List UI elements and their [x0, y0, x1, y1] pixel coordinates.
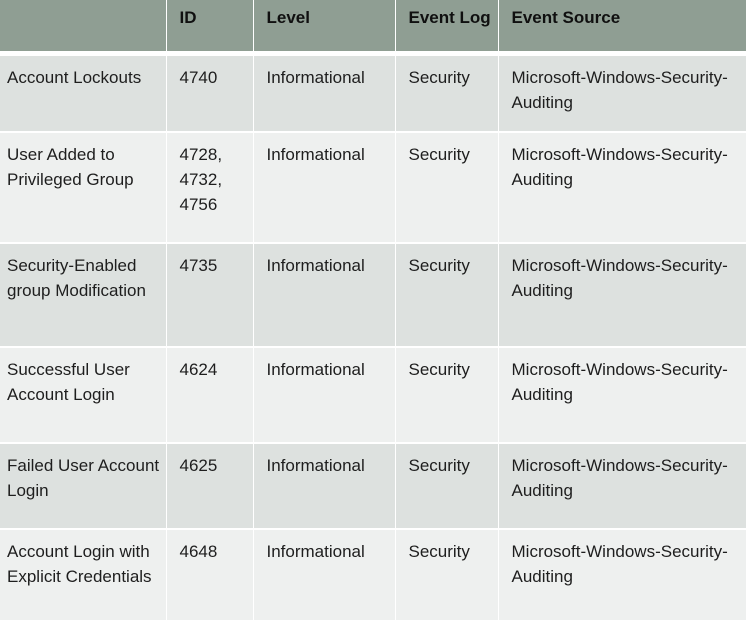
event-source-cell: Microsoft-Windows-Security-Auditing [498, 132, 746, 243]
table-body [0, 53, 746, 620]
event-name-cell: Account Login with Explicit Credentials [0, 529, 166, 620]
event-name-cell: User Added to Privileged Group [0, 132, 166, 243]
event-source-cell: Microsoft-Windows-Security-Auditing [498, 443, 746, 529]
event-id-cell: 4648 [166, 529, 253, 620]
event-level-cell: Informational [253, 347, 395, 443]
header-event-source: Event Source [498, 0, 746, 53]
header-id: ID [166, 0, 253, 53]
event-log-cell: Security [395, 243, 498, 347]
event-name-cell: Failed User Account Login [0, 443, 166, 529]
event-log-cell: Security [395, 443, 498, 529]
table-row [0, 132, 746, 243]
event-id-cell: 4625 [166, 443, 253, 529]
event-level-cell: Informational [253, 443, 395, 529]
event-name-cell: Successful User Account Login [0, 347, 166, 443]
event-source-cell: Microsoft-Windows-Security-Auditing [498, 529, 746, 620]
event-source-cell: Microsoft-Windows-Security-Auditing [498, 243, 746, 347]
header-level: Level [253, 0, 395, 53]
event-level-cell: Informational [253, 529, 395, 620]
event-id-cell: 4728, 4732, 4756 [166, 132, 253, 243]
header-row [0, 0, 746, 53]
event-log-cell: Security [395, 132, 498, 243]
event-name-cell: Security-Enabled group Modification [0, 243, 166, 347]
table-row [0, 443, 746, 529]
table-row [0, 347, 746, 443]
event-log-cell: Security [395, 347, 498, 443]
header-event-name [0, 0, 166, 53]
event-level-cell: Informational [253, 132, 395, 243]
table-row [0, 53, 746, 132]
table-row [0, 243, 746, 347]
event-name-cell: Account Lockouts [0, 53, 166, 132]
event-id-cell: 4624 [166, 347, 253, 443]
event-level-cell: Informational [253, 53, 395, 132]
event-level-cell: Informational [253, 243, 395, 347]
table-row [0, 529, 746, 620]
header-event-log: Event Log [395, 0, 498, 53]
event-source-cell: Microsoft-Windows-Security-Auditing [498, 347, 746, 443]
table-header [0, 0, 746, 53]
event-log-cell: Security [395, 529, 498, 620]
event-id-cell: 4735 [166, 243, 253, 347]
event-source-cell: Microsoft-Windows-Security-Auditing [498, 53, 746, 132]
event-log-cell: Security [395, 53, 498, 132]
event-id-cell: 4740 [166, 53, 253, 132]
